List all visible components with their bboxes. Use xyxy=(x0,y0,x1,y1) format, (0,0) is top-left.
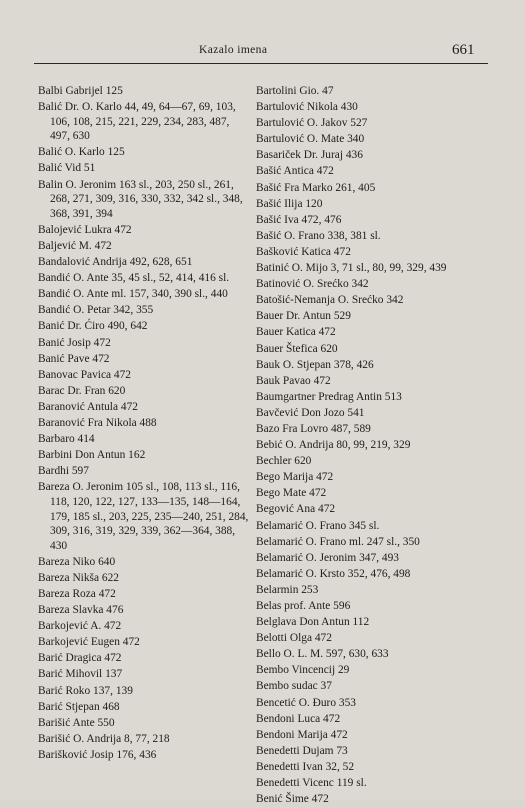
index-entry: Barišić O. Andrija 8, 77, 218 xyxy=(38,732,170,745)
index-entry: Belamarić O. Frano 345 sl. xyxy=(256,519,380,532)
index-entry: Banić Josip 472 xyxy=(38,336,111,349)
index-entry: Bandić O. Petar 342, 355 xyxy=(38,304,154,317)
index-entry: Bauk Pavao 472 xyxy=(256,374,331,387)
index-entry: Bendoni Luca 472 xyxy=(256,712,341,725)
index-entry: Benedetti Dujam 73 xyxy=(256,744,348,757)
index-entry: Benić Šime 472 xyxy=(256,793,329,806)
index-entry: Bardhi 597 xyxy=(38,465,89,478)
index-entry: Balić O. Karlo 125 xyxy=(38,146,125,159)
index-entry: Bareza Niko 640 xyxy=(38,555,116,568)
index-entry: Balojević Lukra 472 xyxy=(38,223,132,236)
index-entry: Belamarić O. Jeronim 347, 493 xyxy=(256,551,399,564)
index-column-right xyxy=(256,84,488,808)
index-entry: Bego Marija 472 xyxy=(256,471,334,484)
index-entry: Balić Vid 51 xyxy=(38,162,96,175)
index-entry: Begović Ana 472 xyxy=(256,503,336,516)
index-entry: Bechler 620 xyxy=(256,455,312,468)
index-entry: Baljević M. 472 xyxy=(38,239,112,252)
index-entry: Bello O. L. M. 597, 630, 633 xyxy=(256,648,389,661)
index-entry: Belotti Olga 472 xyxy=(256,632,332,645)
index-entry: Batinić O. Mijo 3, 71 sl., 80, 99, 329, 439 xyxy=(256,262,447,275)
index-entry: Belamarić O. Frano ml. 247 sl., 350 xyxy=(256,535,420,548)
index-entry: Bašić Iva 472, 476 xyxy=(256,213,342,226)
running-header-title: Kazalo imena xyxy=(199,44,268,56)
index-entry: Bavčević Don Jozo 541 xyxy=(256,406,365,419)
index-entry: Belglava Don Antun 112 xyxy=(256,616,370,629)
index-entry: Barić Mihovil 137 xyxy=(38,668,123,681)
index-entry: Belamarić O. Krsto 352, 476, 498 xyxy=(256,567,411,580)
index-entry: Bartolini Gio. 47 xyxy=(256,85,334,97)
index-entry: Bartulović Nikola 430 xyxy=(256,101,358,114)
index-entry: Barbini Don Antun 162 xyxy=(38,449,146,462)
index-entry: Barišković Josip 176, 436 xyxy=(38,748,157,761)
index-entry: Bembo sudac 37 xyxy=(256,680,332,693)
index-entry: Bego Mate 472 xyxy=(256,487,327,500)
index-entry: Bauer Katica 472 xyxy=(256,326,336,339)
index-entry: Basariček Dr. Juraj 436 xyxy=(256,149,363,162)
index-entry: Banić Dr. Ćiro 490, 642 xyxy=(38,320,148,333)
index-entry: Bareza Slavka 476 xyxy=(38,604,124,617)
index-entry: Bauk O. Stjepan 378, 426 xyxy=(256,358,374,371)
index-entry: Baumgartner Predrag Antin 513 xyxy=(256,390,402,403)
index-entry: Bareza Roza 472 xyxy=(38,588,116,600)
index-entry: Bazo Fra Lovro 487, 589 xyxy=(256,422,371,435)
index-entry: Bandić O. Ante ml. 157, 340, 390 sl., 440 xyxy=(38,288,228,301)
index-entry: Benedetti Ivan 32, 52 xyxy=(256,760,355,773)
index-entry: Barkojević A. 472 xyxy=(38,620,122,633)
index-entry: Bauer Dr. Antun 529 xyxy=(256,310,351,323)
index-entry: Banovac Pavica 472 xyxy=(38,368,131,381)
index-entry: Bašić Fra Marko 261, 405 xyxy=(256,181,376,194)
index-entry: Baranović Fra Nikola 488 xyxy=(38,416,157,429)
index-entry: Bendoni Marija 472 xyxy=(256,728,348,741)
index-entry: Belas prof. Ante 596 xyxy=(256,600,351,612)
index-entry: Barbaro 414 xyxy=(38,433,95,446)
index-entry: Banić Pave 472 xyxy=(38,352,110,365)
index-column-left xyxy=(38,84,250,764)
index-entry: Bauer Štefica 620 xyxy=(256,342,338,355)
index-entry: Bartulović O. Jakov 527 xyxy=(256,117,368,130)
index-entry: Barić Stjepan 468 xyxy=(38,700,120,713)
index-entry: Bareza O. Jeronim 105 sl., 108, 113 sl., 116, 118, 120, 122, 127, 133—135, 148—164, 179, 185 sl., 203, 225, 235—240, 251, 284, 309, 316, 319, 329, 339, 362—364, 388, 430 xyxy=(38,481,249,552)
index-entry: Benedetti Vicenc 119 sl. xyxy=(256,777,367,790)
index-entry: Bebić O. Andrija 80, 99, 219, 329 xyxy=(256,439,411,452)
index-entry: Balbi Gabrijel 125 xyxy=(38,85,123,97)
index-entry: Batinović O. Srećko 342 xyxy=(256,278,369,291)
index-entry: Bencetić O. Đuro 353 xyxy=(256,696,356,709)
index-entry: Bašić Antica 472 xyxy=(256,165,334,178)
index-entry: Balin O. Jeronim 163 sl., 203, 250 sl., 261, 268, 271, 309, 316, 330, 332, 342 sl., 348, 368, 391, 394 xyxy=(38,178,243,220)
index-entry: Barišić Ante 550 xyxy=(38,716,115,729)
index-entry: Bartulović O. Mate 340 xyxy=(256,133,365,146)
index-entry: Bandalović Andrija 492, 628, 651 xyxy=(38,256,193,269)
index-entry: Barić Dragica 472 xyxy=(38,652,122,665)
index-entry: Bandić O. Ante 35, 45 sl., 52, 414, 416 sl. xyxy=(38,272,230,285)
index-entry: Baranović Antula 472 xyxy=(38,400,138,413)
index-entry: Belarmin 253 xyxy=(256,583,319,596)
index-entry: Bareza Nikša 622 xyxy=(38,571,119,584)
index-entry: Bembo Vincencij 29 xyxy=(256,664,350,677)
header-rule xyxy=(34,63,488,64)
index-entry: Bašić Ilija 120 xyxy=(256,197,323,210)
index-entry: Batošić-Nemanja O. Srećko 342 xyxy=(256,294,404,307)
index-entry: Bašić O. Frano 338, 381 sl. xyxy=(256,229,381,242)
index-entry: Barac Dr. Fran 620 xyxy=(38,384,126,397)
index-entry: Barić Roko 137, 139 xyxy=(38,684,133,697)
index-entry: Barkojević Eugen 472 xyxy=(38,636,140,649)
index-entry: Balić Dr. O. Karlo 44, 49, 64—67, 69, 103, 106, 108, 215, 221, 229, 234, 283, 487, 497, 630 xyxy=(38,101,236,143)
index-entry: Bašković Katica 472 xyxy=(256,245,351,258)
page-number: 661 xyxy=(452,42,475,58)
